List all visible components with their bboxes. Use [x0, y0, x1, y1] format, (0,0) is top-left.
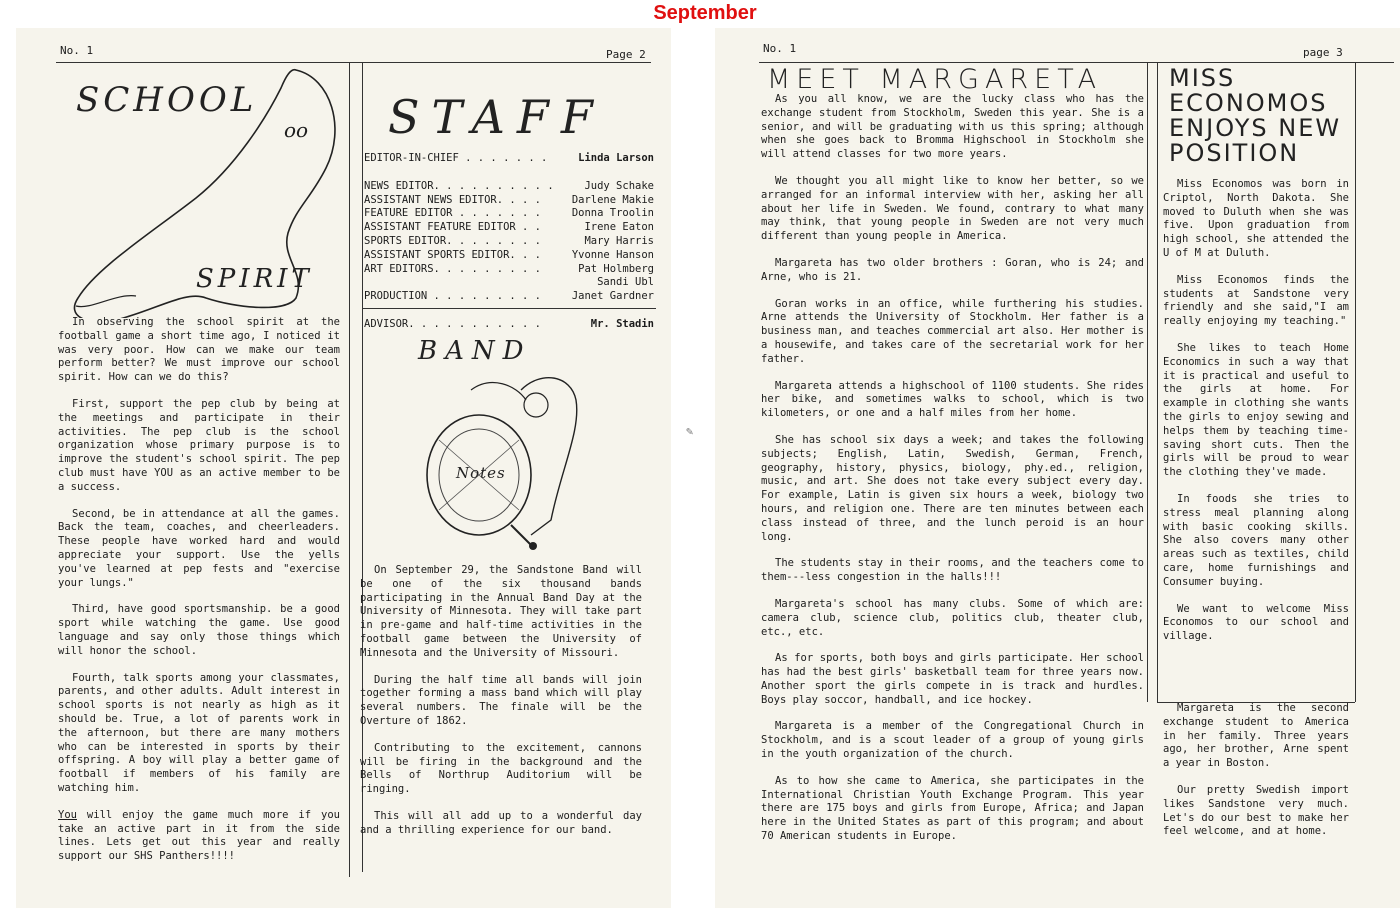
- paragraph: As to how she came to America, she participates in the International Christian Youth Exchange Program. This year there are 175 boys and girls from Europe, Africa; and Japan here in the United States as part of this program; and about 70 American students in Europe.: [761, 774, 1144, 843]
- paragraph: Margareta's school has many clubs. Some of which are: camera club, science club, politics club, theater club, etc., etc.: [761, 597, 1144, 638]
- staff-row: ASSISTANT FEATURE EDITOR . . Irene Eaton: [364, 221, 654, 234]
- staff-row: PRODUCTION . . . . . . . . . Janet Gardner: [364, 290, 654, 303]
- margareta-continued: [1163, 702, 1349, 852]
- column-divider: [1157, 62, 1158, 702]
- paragraph: Fourth, talk sports among your classmates, parents, and other adults. Adult interest in school sports is not nearly as high as it should be. True, a lot of parents work in the afternoon, but there are many mothers who can be interested in sports by their offspring. A boy will play a better game of football if members of his family are watching him.: [58, 671, 340, 794]
- paragraph: The students stay in their rooms, and the teachers come to them---less congestion in the halls!!!: [761, 557, 1144, 584]
- paragraph: Margareta is a member of the Congregational Church in Stockholm, and is a scout leader of a group of young girls in the youth organization of the church.: [761, 720, 1144, 761]
- staff-row: EDITOR-IN-CHIEF . . . . . . . Linda Larson: [364, 152, 654, 164]
- fold-mark: ✎: [686, 424, 694, 438]
- paragraph: On September 29, the Sandstone Band will be one of the six thousand bands participating in the Annual Band Day at the University of Minnesota. They will take part in pre-game and half-time activities in the football game between the University of Minnesota and the University of Missouri.: [360, 564, 642, 659]
- staff-row: ASSISTANT NEWS EDITOR. . . . Darlene Makie: [364, 193, 654, 206]
- paragraph: As for sports, both boys and girls participate. Her school has had the best girls' basketball team for three years now. Another sport the girls compete in is track and hurdles. Boys play soccor, handball, and ice hockey.: [761, 652, 1144, 706]
- paragraph: Third, have good sportsmanship. be a good sport while watching the game. Use good language and say only those things which will honor the school.: [58, 603, 340, 657]
- issue-number: No. 1: [60, 44, 94, 57]
- column-divider: [1147, 62, 1148, 702]
- staff-row: ART EDITORS. . . . . . . . . Pat Holmberg: [364, 262, 654, 275]
- paragraph: Margareta attends a highschool of 1100 students. She rides her bike, and sometimes walks to school, which is two kilometers, or one and a half miles from her home.: [761, 379, 1144, 420]
- economos-title: MISS ECONOMOS ENJOYS NEW POSITION: [1169, 64, 1342, 167]
- paragraph: In foods she tries to stress meal planning along with basic cooking skills. She also covers many other areas such as textiles, child care, home furnishings and Consumer buying.: [1163, 492, 1349, 588]
- margareta-title: MEET MARGARETA: [767, 64, 1103, 95]
- paragraph: Miss Economos was born in Criptol, North Dakota. She moved to Duluth when she was five. Upon graduation from high school, she attended the U of M at Duluth.: [1163, 178, 1349, 259]
- staff-row: SPORTS EDITOR. . . . . . . . Mary Harris: [364, 234, 654, 247]
- staff-row: FEATURE EDITOR . . . . . . . Donna Troolin: [364, 207, 654, 220]
- band-title: BAND: [418, 336, 532, 366]
- newsletter-page-2: [16, 28, 671, 908]
- paragraph: Margareta is the second exchange student to America in her family. Three years ago, her brother, Arne spent a year in Boston.: [1163, 702, 1349, 770]
- paragraph: Our pretty Swedish import likes Sandstone very much. Let's do our best to make her feel welcome, and at home.: [1163, 783, 1349, 838]
- paragraph: Contributing to the excitement, cannons will be firing in the background and the Bells of Northrup Auditorium will be ringing.: [360, 741, 642, 796]
- underlined-word: You: [58, 808, 77, 821]
- school-spirit-title-top: SCHOOL: [76, 80, 258, 120]
- economos-article: [1163, 178, 1349, 657]
- paragraph: This will all add up to a wonderful day and a thrilling experience for our band.: [360, 809, 642, 836]
- column-divider: [1355, 62, 1356, 702]
- paragraph: In observing the school spirit at the football game a short time ago, I noticed it was very poor. How can we make our team perform better? We must improve our school spirit. How can we do this?: [58, 316, 340, 384]
- school-spirit-title-bottom: SPIRIT: [196, 264, 313, 294]
- page-title: September: [653, 2, 757, 24]
- drum-notes-label: Notes: [456, 464, 506, 482]
- paragraph: First, support the pep club by being at the meetings and participate in their activities. The pep club is the school organization whose primary purpose is to improve the student's school spirit. The pep club must have YOU as an active member to be a success.: [58, 397, 340, 493]
- header-rule: [759, 62, 1394, 63]
- paragraph: She has school six days a week; and takes the following subjects; English, Latin, Swedish, German, French, geography, history, physics, biology, phy.ed., religion, music, and art. She does not take every subject every day. For example, Latin is given six hours a week, biology two hours, and religion one. There are ten minutes between each class instead of three, and the lunch peroid is an hour long.: [761, 433, 1144, 543]
- staff-title: STAFF: [388, 90, 605, 144]
- paragraph: Margareta has two older brothers : Goran, who is 24; and Arne, who is 21.: [761, 256, 1144, 283]
- paragraph: We thought you all might like to know her better, so we arranged for an informal interview with her, asking her all about her life in Sweden. We found, contrary to what many may think, that young people in Sweden are not very much different than young people in America.: [761, 174, 1144, 243]
- page-number: Page 2: [606, 48, 646, 61]
- column-divider: [349, 62, 350, 877]
- paragraph: [58, 809, 340, 864]
- band-article: [360, 564, 642, 851]
- drummer-drawing: [411, 360, 601, 550]
- paragraph: Second, be in attendance at all the games. Back the team, coaches, and cheerleaders. These people have worked hard and would appreciate your support. Use the yells you've learned at pep fests and "exercise your lungs.": [58, 507, 340, 589]
- paragraph: She likes to teach Home Economics in such a way that it is practical and useful to the girls at home. For example in clothing she wants the girls to enjoy sewing and helps them by teaching time-saving short cuts. Then the girls will be proud to wear the clothing they've made.: [1163, 341, 1349, 479]
- staff-row: Sandi Ubl: [597, 276, 654, 289]
- staff-list: [364, 152, 654, 332]
- issue-number: No. 1: [763, 42, 797, 55]
- paragraph: As you all know, we are the lucky class who has the exchange student from Stockholm, Sweden this year. She is a senior, and will be graduating with us this spring; although when she goes back to Bromma Highschool in Stockholm she will attend classes for two more years.: [761, 93, 1144, 161]
- newsletter-page-3: [715, 28, 1400, 908]
- paragraph: During the half time all bands will join together forming a mass band which will play several numbers. The finale will be the Overture of 1862.: [360, 673, 642, 727]
- paragraph: Miss Economos finds the students at Sandstone very friendly and she said,"I am really enjoying my teaching.": [1163, 273, 1349, 328]
- paragraph: Goran works in an office, while furthering his studies. Arne attends the University of Stockholm. Her father is a business man, and teaches commercial art also. Her mother is a housewife, and takes care of the secretarial work for her father.: [761, 297, 1144, 365]
- margareta-article: [761, 93, 1144, 857]
- paragraph: We want to welcome Miss Economos to our school and village.: [1163, 602, 1349, 643]
- oo-doodle: oo: [284, 118, 309, 142]
- paragraph-rest: will enjoy the game much more if you take an active part in it from the side lines. Lets get out this year and really support our SHS Panthers!!!!: [58, 808, 340, 863]
- staff-row: ADVISOR. . . . . . . . . . . Mr. Stadin: [364, 317, 654, 330]
- staff-rule: [362, 308, 656, 309]
- staff-row: NEWS EDITOR. . . . . . . . . . Judy Schake: [364, 179, 654, 192]
- page-number: page 3: [1303, 46, 1343, 59]
- school-spirit-article: [58, 316, 340, 877]
- staff-row: ASSISTANT SPORTS EDITOR. . . Yvonne Hanson: [364, 248, 654, 261]
